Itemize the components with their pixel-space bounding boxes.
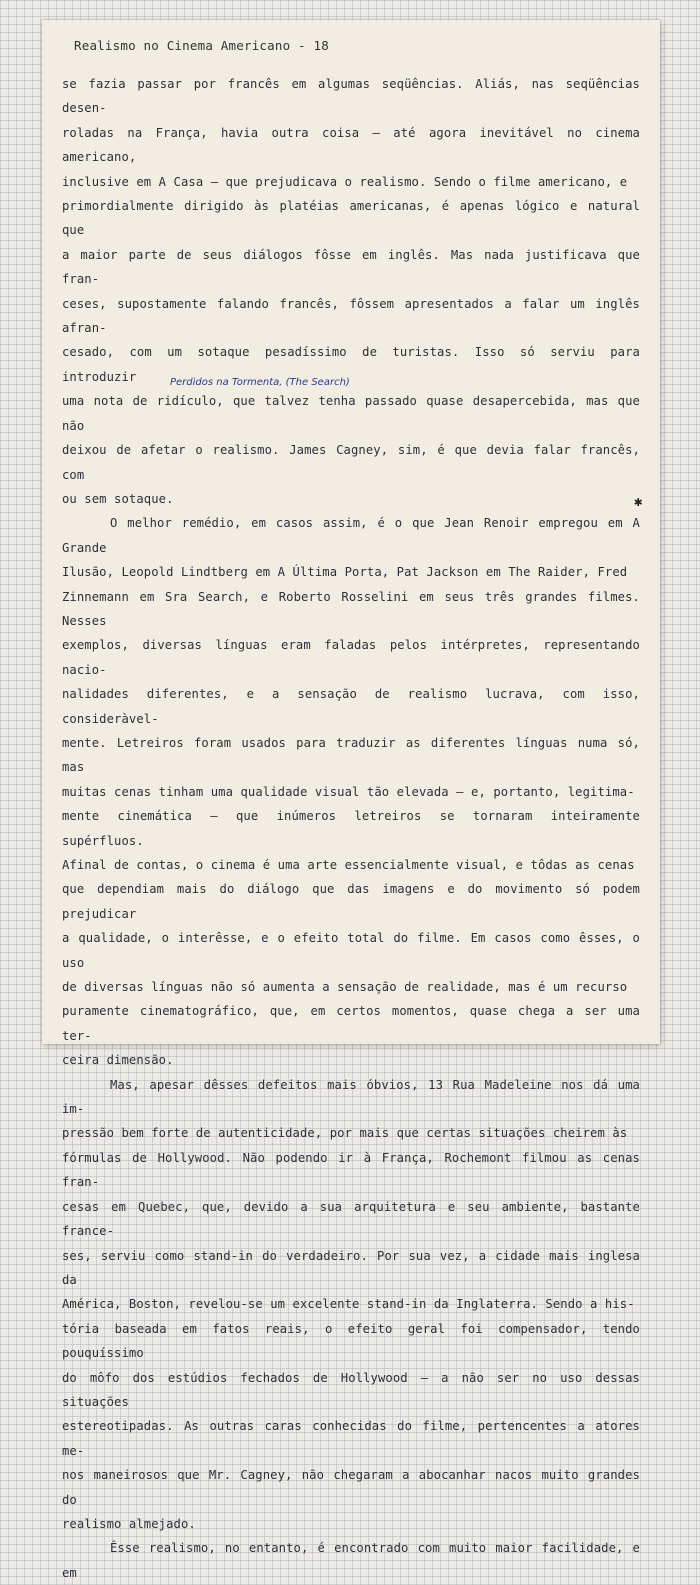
typewritten-page: [42, 20, 660, 1580]
text-line: estereotipadas. As outras caras conhecidas do filme, pertencentes a atores me-: [62, 1419, 640, 1458]
paragraph-2: [62, 511, 640, 1072]
text-line: inclusive em A Casa — que prejudicava o realismo. Sendo o filme americano, e: [62, 174, 628, 189]
text-line: ses, serviu como stand-in do verdadeiro. Por sua vez, a cidade mais inglesa da: [62, 1248, 640, 1287]
text-line: roladas na França, havia outra coisa — até agora inevitável no cinema americano,: [62, 125, 640, 165]
paragraph-1: [62, 72, 643, 511]
text-line: O melhor remédio, em casos assim, é o que Jean Renoir empregou em A Grande: [62, 516, 640, 555]
page-header: Realismo no Cinema Americano - 18: [74, 38, 329, 53]
text-line: Ilusão, Leopold Lindtberg em A Última Porta, Pat Jackson em The Raider, Fred: [62, 565, 628, 580]
text-line: deixou de afetar o realismo. James Cagney, sim, é que devia falar francês, com: [62, 443, 640, 482]
text-line: ceira dimensão.: [62, 1053, 174, 1068]
text-line: que dependiam mais do diálogo que das imagens e do movimento só podem prejudicar: [62, 882, 640, 921]
asterisk-mark-icon: ✱: [634, 494, 643, 510]
text-line: cesado, com um sotaque pesadíssimo de turistas. Isso só serviu para introduzir: [62, 345, 640, 384]
text-line: nos maneirosos que Mr. Cagney, não chegaram a abocanhar nacos muito grandes do: [62, 1468, 640, 1507]
text-line: puramente cinematográfico, que, em certos momentos, quase chega a ser uma ter-: [62, 1004, 640, 1043]
text-line: tória baseada em fatos reais, o efeito geral foi compensador, tendo pouquíssimo: [62, 1321, 640, 1361]
text-line: América, Boston, revelou-se um excelente stand-in da Inglaterra. Sendo a his-: [62, 1297, 635, 1312]
text-line: exemplos, diversas línguas eram faladas pelos intérpretes, representando nacio-: [62, 638, 640, 677]
text-line: pressão bem forte de autenticidade, por mais que certas situações cheirem às: [62, 1126, 628, 1141]
text-line: muitas cenas tinham uma qualidade visual tão elevada — e, portanto, legitima-: [62, 784, 635, 799]
text-line: ceses, supostamente falando francês, fôssem apresentados a falar um inglês afran-: [62, 296, 640, 336]
paragraph-4: [62, 1536, 640, 1585]
text-line: Mas, apesar dêsses defeitos mais óbvios, 13 Rua Madeleine nos dá uma im-: [62, 1077, 640, 1117]
text-line: mente cinemática — que inúmeros letreiros se tornaram inteiramente supérfluos.: [62, 809, 640, 848]
text-line: fórmulas de Hollywood. Não podendo ir à França, Rochemont filmou as cenas fran-: [62, 1150, 640, 1190]
text-line: realismo almejado.: [62, 1516, 196, 1531]
text-line: a qualidade, o interêsse, e o efeito total do filme. Em casos como êsses, o uso: [62, 931, 640, 970]
text-line: nalidades diferentes, e a sensação de realismo lucrava, com isso, consideràvel-: [62, 687, 640, 726]
handwritten-annotation: Perdidos na Tormenta, (The Search): [170, 377, 350, 388]
text-line: uma nota de ridículo, que talvez tenha passado quase desapercebida, mas que não: [62, 394, 640, 433]
text-line: mente. Letreiros foram usados para traduzir as diferentes línguas numa só, mas: [62, 735, 640, 775]
paragraph-3: [62, 1073, 640, 1537]
text-line: de diversas línguas não só aumenta a sensação de realidade, mas é um recurso: [62, 980, 628, 995]
text-line: Êsse realismo, no entanto, é encontrado com muito maior facilidade, e em: [62, 1541, 640, 1580]
text-line: se fazia passar por francês em algumas seqüências. Aliás, nas seqüências desen-: [62, 77, 640, 116]
text-line: Afinal de contas, o cinema é uma arte essencialmente visual, e tôdas as cenas: [62, 858, 635, 872]
text-line: a maior parte de seus diálogos fôsse em inglês. Mas nada justificava que fran-: [62, 247, 640, 287]
body-text: [62, 72, 643, 1585]
text-line: Zinnemann em Sra Search, e Roberto Rosselini em seus três grandes filmes. Nesses: [62, 589, 640, 628]
text-line: ou sem sotaque.: [62, 491, 174, 506]
text-line: do môfo dos estúdios fechados de Hollywood — a não ser no uso dessas situações: [62, 1370, 640, 1409]
text-line: primordialmente dirigido às platéias americanas, é apenas lógico e natural que: [62, 199, 640, 238]
text-line: cesas em Quebec, que, devido a sua arquitetura e seu ambiente, bastante france-: [62, 1199, 640, 1239]
